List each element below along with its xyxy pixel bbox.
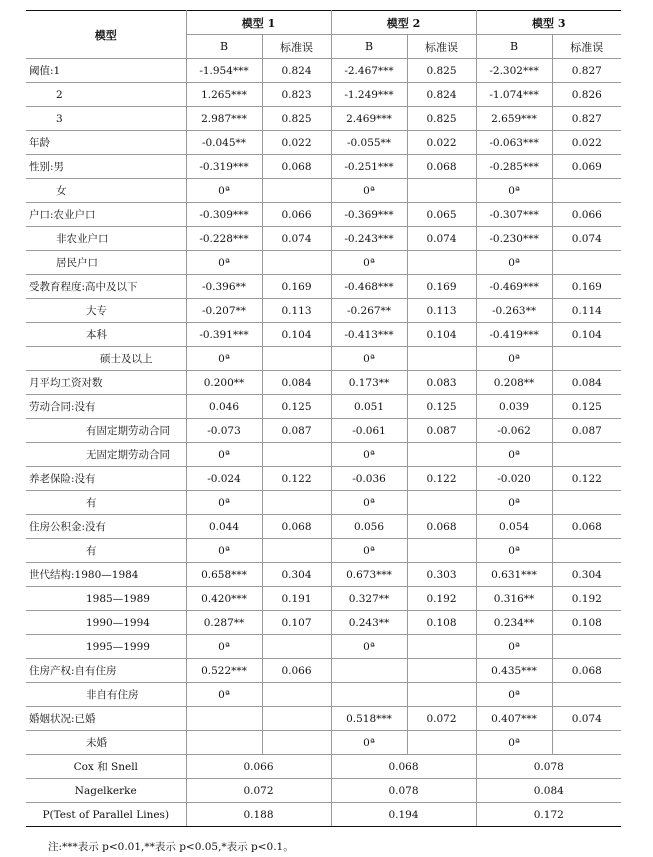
- coefficient-cell: -0.468***: [331, 275, 407, 299]
- table-row: [26, 563, 621, 587]
- row-label: 世代结构:1980—1984: [26, 563, 186, 587]
- coefficient-cell: -0.319***: [186, 155, 262, 179]
- row-label: 无固定期劳动合同: [26, 443, 186, 467]
- coefficient-cell: [186, 707, 262, 731]
- std-error-cell: [552, 443, 621, 467]
- coefficient-cell: 0.518***: [331, 707, 407, 731]
- std-error-cell: [407, 251, 476, 275]
- coefficient-cell: -0.285***: [476, 155, 552, 179]
- coefficient-cell: 0ª: [476, 491, 552, 515]
- fit-value: 0.194: [331, 803, 476, 827]
- row-label: 性别:男: [26, 155, 186, 179]
- std-error-cell: 0.108: [552, 611, 621, 635]
- std-error-cell: 0.107: [262, 611, 331, 635]
- std-error-cell: [262, 179, 331, 203]
- fit-label: Nagelkerke: [26, 779, 186, 803]
- row-label: 有: [26, 539, 186, 563]
- coefficient-cell: 2.469***: [331, 107, 407, 131]
- coefficient-cell: [331, 683, 407, 707]
- std-error-cell: 0.074: [552, 707, 621, 731]
- coefficient-cell: 0.243**: [331, 611, 407, 635]
- fit-value: 0.188: [186, 803, 331, 827]
- row-label: 硕士及以上: [26, 347, 186, 371]
- b-heading: B: [186, 35, 262, 59]
- significance-note: 注:***表示 p<0.01,**表示 p<0.05,*表示 p<0.1。: [48, 841, 294, 853]
- coefficient-cell: 0.658***: [186, 563, 262, 587]
- row-label: 1990—1994: [26, 611, 186, 635]
- table-header: [26, 11, 621, 59]
- std-error-cell: [552, 539, 621, 563]
- coefficient-cell: -0.073: [186, 419, 262, 443]
- coefficient-cell: 0ª: [331, 443, 407, 467]
- std-error-cell: 0.072: [407, 707, 476, 731]
- coefficient-cell: 0.420***: [186, 587, 262, 611]
- table-row: [26, 443, 621, 467]
- fit-label: Cox 和 Snell: [26, 755, 186, 779]
- coefficient-cell: 0.044: [186, 515, 262, 539]
- row-label: 1985—1989: [26, 587, 186, 611]
- std-error-cell: 0.826: [552, 83, 621, 107]
- std-error-cell: 0.825: [407, 107, 476, 131]
- coefficient-cell: 0.056: [331, 515, 407, 539]
- coefficient-cell: 0ª: [476, 731, 552, 755]
- std-error-cell: 0.087: [407, 419, 476, 443]
- b-heading: B: [331, 35, 407, 59]
- coefficient-cell: 0.208**: [476, 371, 552, 395]
- table-row: [26, 347, 621, 371]
- coefficient-cell: 0ª: [186, 251, 262, 275]
- coefficient-cell: 0ª: [186, 443, 262, 467]
- regression-table: [26, 10, 621, 827]
- se-heading: 标准误: [407, 35, 476, 59]
- coefficient-cell: 0ª: [476, 635, 552, 659]
- b-heading: B: [476, 35, 552, 59]
- model-2-heading: 模型 2: [331, 11, 476, 35]
- coefficient-cell: -2.302***: [476, 59, 552, 83]
- coefficient-cell: 0.435***: [476, 659, 552, 683]
- std-error-cell: 0.068: [552, 659, 621, 683]
- coefficient-cell: -0.369***: [331, 203, 407, 227]
- table-row: [26, 539, 621, 563]
- coefficient-cell: -0.228***: [186, 227, 262, 251]
- coefficient-cell: -1.249***: [331, 83, 407, 107]
- std-error-cell: [407, 491, 476, 515]
- std-error-cell: 0.122: [262, 467, 331, 491]
- std-error-cell: [552, 683, 621, 707]
- coefficient-cell: -0.036: [331, 467, 407, 491]
- table-row: [26, 275, 621, 299]
- fit-row: [26, 803, 621, 827]
- table-row: [26, 179, 621, 203]
- std-error-cell: [407, 347, 476, 371]
- coefficient-cell: 2.987***: [186, 107, 262, 131]
- std-error-cell: 0.125: [552, 395, 621, 419]
- std-error-cell: 0.066: [262, 659, 331, 683]
- std-error-cell: 0.827: [552, 107, 621, 131]
- row-label: 3: [26, 107, 186, 131]
- coefficient-cell: [186, 731, 262, 755]
- std-error-cell: 0.304: [262, 563, 331, 587]
- std-error-cell: 0.068: [262, 155, 331, 179]
- row-label: 1995—1999: [26, 635, 186, 659]
- std-error-cell: [262, 731, 331, 755]
- row-label: 有: [26, 491, 186, 515]
- std-error-cell: [262, 539, 331, 563]
- coefficient-cell: 0ª: [186, 539, 262, 563]
- row-label: 阈值:1: [26, 59, 186, 83]
- std-error-cell: 0.074: [262, 227, 331, 251]
- coefficient-cell: 0.234**: [476, 611, 552, 635]
- coefficient-cell: 0ª: [476, 443, 552, 467]
- std-error-cell: [552, 251, 621, 275]
- coefficient-cell: 0ª: [476, 179, 552, 203]
- fit-value: 0.084: [476, 779, 621, 803]
- fit-row: [26, 779, 621, 803]
- coefficient-cell: 0ª: [331, 635, 407, 659]
- coefficient-cell: -2.467***: [331, 59, 407, 83]
- coefficient-cell: 0.039: [476, 395, 552, 419]
- table-row: [26, 587, 621, 611]
- table-row: [26, 155, 621, 179]
- std-error-cell: 0.083: [407, 371, 476, 395]
- table-row: [26, 299, 621, 323]
- table-row: [26, 731, 621, 755]
- fit-value: 0.066: [186, 755, 331, 779]
- coefficient-cell: 0.327**: [331, 587, 407, 611]
- std-error-cell: 0.022: [552, 131, 621, 155]
- coefficient-cell: 0ª: [186, 683, 262, 707]
- table-row: [26, 707, 621, 731]
- std-error-cell: 0.074: [407, 227, 476, 251]
- coefficient-cell: -1.074***: [476, 83, 552, 107]
- coefficient-cell: -0.020: [476, 467, 552, 491]
- coefficient-cell: -0.251***: [331, 155, 407, 179]
- std-error-cell: [407, 539, 476, 563]
- table-row: [26, 515, 621, 539]
- row-label: 2: [26, 83, 186, 107]
- std-error-cell: 0.113: [407, 299, 476, 323]
- coefficient-cell: 0.673***: [331, 563, 407, 587]
- se-heading: 标准误: [262, 35, 331, 59]
- fit-value: 0.078: [331, 779, 476, 803]
- table-row: [26, 419, 621, 443]
- std-error-cell: 0.827: [552, 59, 621, 83]
- table-row: [26, 323, 621, 347]
- std-error-cell: [552, 635, 621, 659]
- std-error-cell: [407, 443, 476, 467]
- coefficient-cell: -0.063***: [476, 131, 552, 155]
- std-error-cell: 0.068: [262, 515, 331, 539]
- std-error-cell: 0.084: [262, 371, 331, 395]
- std-error-cell: [407, 635, 476, 659]
- table-row: [26, 107, 621, 131]
- std-error-cell: 0.824: [407, 83, 476, 107]
- coefficient-cell: 0ª: [331, 347, 407, 371]
- std-error-cell: 0.104: [552, 323, 621, 347]
- std-error-cell: 0.066: [262, 203, 331, 227]
- coefficient-cell: 0ª: [331, 491, 407, 515]
- coefficient-cell: 0ª: [186, 347, 262, 371]
- coefficient-cell: -0.267**: [331, 299, 407, 323]
- coefficient-cell: 0ª: [476, 539, 552, 563]
- row-label: 劳动合同:没有: [26, 395, 186, 419]
- std-error-cell: 0.192: [552, 587, 621, 611]
- std-error-cell: 0.169: [407, 275, 476, 299]
- coefficient-cell: -0.309***: [186, 203, 262, 227]
- std-error-cell: 0.114: [552, 299, 621, 323]
- coefficient-cell: 0ª: [331, 539, 407, 563]
- std-error-cell: 0.069: [552, 155, 621, 179]
- coefficient-cell: 0.046: [186, 395, 262, 419]
- row-label: 有固定期劳动合同: [26, 419, 186, 443]
- coefficient-cell: -1.954***: [186, 59, 262, 83]
- coefficient-cell: 0ª: [476, 683, 552, 707]
- coefficient-cell: 0.054: [476, 515, 552, 539]
- std-error-cell: 0.125: [407, 395, 476, 419]
- std-error-cell: 0.125: [262, 395, 331, 419]
- table-row: [26, 491, 621, 515]
- table-row: [26, 611, 621, 635]
- coefficient-cell: -0.469***: [476, 275, 552, 299]
- coefficient-cell: -0.061: [331, 419, 407, 443]
- se-heading: 标准误: [552, 35, 621, 59]
- std-error-cell: 0.022: [407, 131, 476, 155]
- std-error-cell: [407, 683, 476, 707]
- row-label: 住房公积金:没有: [26, 515, 186, 539]
- coefficient-cell: -0.207**: [186, 299, 262, 323]
- std-error-cell: 0.169: [552, 275, 621, 299]
- std-error-cell: 0.825: [262, 107, 331, 131]
- table-row: [26, 659, 621, 683]
- std-error-cell: [552, 491, 621, 515]
- std-error-cell: 0.084: [552, 371, 621, 395]
- std-error-cell: [552, 347, 621, 371]
- coefficient-cell: 0.200**: [186, 371, 262, 395]
- coefficient-cell: 1.265***: [186, 83, 262, 107]
- header-row-models: [26, 11, 621, 35]
- coefficient-cell: 0.407***: [476, 707, 552, 731]
- std-error-cell: 0.087: [262, 419, 331, 443]
- std-error-cell: 0.122: [552, 467, 621, 491]
- coefficient-cell: 0ª: [186, 491, 262, 515]
- coefficient-cell: 0ª: [186, 179, 262, 203]
- std-error-cell: [262, 251, 331, 275]
- coefficient-cell: -0.230***: [476, 227, 552, 251]
- std-error-cell: [262, 491, 331, 515]
- model-3-heading: 模型 3: [476, 11, 621, 35]
- table-row: [26, 83, 621, 107]
- coefficient-cell: 0ª: [331, 251, 407, 275]
- coefficient-cell: 0.522***: [186, 659, 262, 683]
- coefficient-cell: -0.055**: [331, 131, 407, 155]
- std-error-cell: 0.066: [552, 203, 621, 227]
- row-label: 养老保险:没有: [26, 467, 186, 491]
- std-error-cell: 0.068: [407, 155, 476, 179]
- coefficient-cell: 0.173**: [331, 371, 407, 395]
- std-error-cell: 0.065: [407, 203, 476, 227]
- std-error-cell: 0.068: [552, 515, 621, 539]
- coefficient-cell: -0.413***: [331, 323, 407, 347]
- std-error-cell: 0.303: [407, 563, 476, 587]
- std-error-cell: 0.122: [407, 467, 476, 491]
- std-error-cell: [262, 443, 331, 467]
- coefficient-rows: [26, 59, 621, 755]
- row-label: 受教育程度:高中及以下: [26, 275, 186, 299]
- row-label: 非农业户口: [26, 227, 186, 251]
- coefficient-cell: 0.631***: [476, 563, 552, 587]
- row-label: 女: [26, 179, 186, 203]
- std-error-cell: 0.087: [552, 419, 621, 443]
- std-error-cell: [262, 707, 331, 731]
- model-1-heading: 模型 1: [186, 11, 331, 35]
- std-error-cell: [262, 347, 331, 371]
- coefficient-cell: 0ª: [331, 179, 407, 203]
- coefficient-cell: [331, 659, 407, 683]
- coefficient-cell: -0.419***: [476, 323, 552, 347]
- coefficient-cell: -0.396**: [186, 275, 262, 299]
- std-error-cell: [552, 179, 621, 203]
- std-error-cell: 0.191: [262, 587, 331, 611]
- table-row: [26, 203, 621, 227]
- coefficient-cell: -0.307***: [476, 203, 552, 227]
- row-label: 非自有住房: [26, 683, 186, 707]
- coefficient-cell: -0.045**: [186, 131, 262, 155]
- table-row: [26, 227, 621, 251]
- model-column-heading: 模型: [26, 11, 186, 59]
- coefficient-cell: -0.263**: [476, 299, 552, 323]
- std-error-cell: 0.068: [407, 515, 476, 539]
- coefficient-cell: -0.062: [476, 419, 552, 443]
- std-error-cell: [407, 731, 476, 755]
- coefficient-cell: 0ª: [331, 731, 407, 755]
- std-error-cell: 0.304: [552, 563, 621, 587]
- table-row: [26, 131, 621, 155]
- std-error-cell: 0.108: [407, 611, 476, 635]
- std-error-cell: [407, 659, 476, 683]
- table-row: [26, 251, 621, 275]
- std-error-cell: 0.104: [262, 323, 331, 347]
- coefficient-cell: 0ª: [476, 251, 552, 275]
- table-row: [26, 683, 621, 707]
- coefficient-cell: -0.024: [186, 467, 262, 491]
- fit-label: P(Test of Parallel Lines): [26, 803, 186, 827]
- std-error-cell: 0.074: [552, 227, 621, 251]
- table-row: [26, 635, 621, 659]
- coefficient-cell: -0.243***: [331, 227, 407, 251]
- std-error-cell: 0.169: [262, 275, 331, 299]
- row-label: 年龄: [26, 131, 186, 155]
- fit-value: 0.078: [476, 755, 621, 779]
- fit-value: 0.072: [186, 779, 331, 803]
- std-error-cell: 0.104: [407, 323, 476, 347]
- row-label: 月平均工资对数: [26, 371, 186, 395]
- std-error-cell: [262, 635, 331, 659]
- std-error-cell: 0.824: [262, 59, 331, 83]
- std-error-cell: [407, 179, 476, 203]
- row-label: 未婚: [26, 731, 186, 755]
- fit-value: 0.172: [476, 803, 621, 827]
- table-row: [26, 395, 621, 419]
- coefficient-cell: 2.659***: [476, 107, 552, 131]
- std-error-cell: [552, 731, 621, 755]
- row-label: 户口:农业户口: [26, 203, 186, 227]
- row-label: 婚姻状况:已婚: [26, 707, 186, 731]
- coefficient-cell: 0.316**: [476, 587, 552, 611]
- std-error-cell: 0.823: [262, 83, 331, 107]
- fit-value: 0.068: [331, 755, 476, 779]
- std-error-cell: [262, 683, 331, 707]
- table-row: [26, 371, 621, 395]
- row-label: 住房产权:自有住房: [26, 659, 186, 683]
- coefficient-cell: 0ª: [186, 635, 262, 659]
- coefficient-cell: 0ª: [476, 347, 552, 371]
- std-error-cell: 0.192: [407, 587, 476, 611]
- row-label: 居民户口: [26, 251, 186, 275]
- table-row: [26, 59, 621, 83]
- std-error-cell: 0.825: [407, 59, 476, 83]
- coefficient-cell: 0.287**: [186, 611, 262, 635]
- table-row: [26, 467, 621, 491]
- fit-row: [26, 755, 621, 779]
- fit-statistics-rows: [26, 755, 621, 827]
- coefficient-cell: 0.051: [331, 395, 407, 419]
- std-error-cell: 0.022: [262, 131, 331, 155]
- coefficient-cell: -0.391***: [186, 323, 262, 347]
- row-label: 大专: [26, 299, 186, 323]
- std-error-cell: 0.113: [262, 299, 331, 323]
- row-label: 本科: [26, 323, 186, 347]
